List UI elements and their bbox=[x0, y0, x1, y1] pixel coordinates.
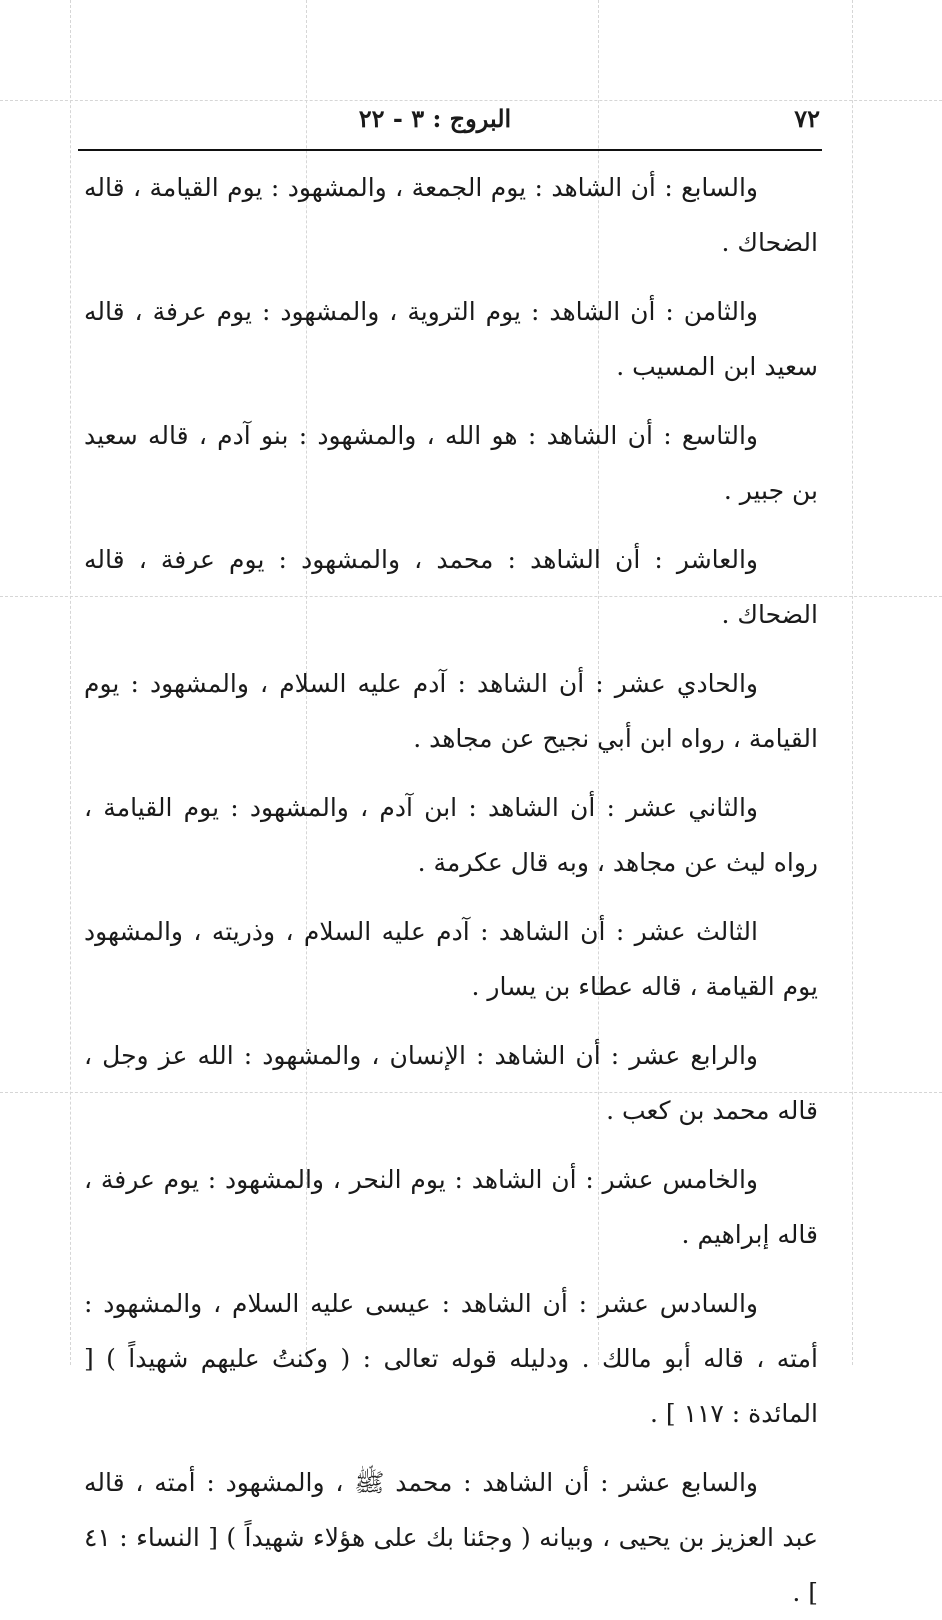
scan-guide-line bbox=[0, 100, 942, 101]
scan-guide-line bbox=[852, 0, 853, 1365]
page-number: ٧٢ bbox=[794, 104, 820, 133]
paragraph: والثاني عشر : أن الشاهد : ابن آدم ، والمشهود : يوم القيامة ، رواه ليث عن مجاهد ، وبه قال عكرمة . bbox=[84, 793, 818, 877]
paragraph: والرابع عشر : أن الشاهد : الإنسان ، والمشهود : الله عز وجل ، قاله محمد بن كعب . bbox=[84, 1041, 818, 1125]
paragraph: والحادي عشر : أن الشاهد : آدم عليه السلام ، والمشهود : يوم القيامة ، رواه ابن أبي نجيح عن مجاهد . bbox=[84, 669, 818, 753]
paragraph: والسادس عشر : أن الشاهد : عيسى عليه السلام ، والمشهود : أمته ، قاله أبو مالك . ودليله قوله تعالى : ( وكنتُ عليهم شهيداً ) [ المائدة : ١١٧ ] . bbox=[84, 1289, 818, 1428]
paragraph: والسابع عشر : أن الشاهد : محمد ﷺ ، والمشهود : أمته ، قاله عبد العزيز بن يحيى ، وبيانه ( وجئنا بك على هؤلاء شهيداً ) [ النساء : ٤١ ] . bbox=[84, 1468, 818, 1607]
page-header bbox=[80, 104, 820, 144]
paragraph: والعاشر : أن الشاهد : محمد ، والمشهود : يوم عرفة ، قاله الضحاك . bbox=[84, 545, 818, 629]
paragraph: والسابع : أن الشاهد : يوم الجمعة ، والمشهود : يوم القيامة ، قاله الضحاك . bbox=[84, 173, 818, 257]
running-head: البروج : ٣ - ٢٢ bbox=[358, 104, 512, 133]
paragraph: والتاسع : أن الشاهد : هو الله ، والمشهود : بنو آدم ، قاله سعيد بن جبير . bbox=[84, 421, 818, 505]
header-divider bbox=[78, 149, 822, 151]
paragraph: الثالث عشر : أن الشاهد : آدم عليه السلام ، وذريته ، والمشهود يوم القيامة ، قاله عطاء بن يسار . bbox=[84, 917, 818, 1001]
scan-guide-line bbox=[70, 0, 71, 1365]
paragraph: والخامس عشر : أن الشاهد : يوم النحر ، والمشهود : يوم عرفة ، قاله إبراهيم . bbox=[84, 1165, 818, 1249]
paragraph: والثامن : أن الشاهد : يوم التروية ، والمشهود : يوم عرفة ، قاله سعيد ابن المسيب . bbox=[84, 297, 818, 381]
page-body bbox=[84, 160, 818, 1620]
